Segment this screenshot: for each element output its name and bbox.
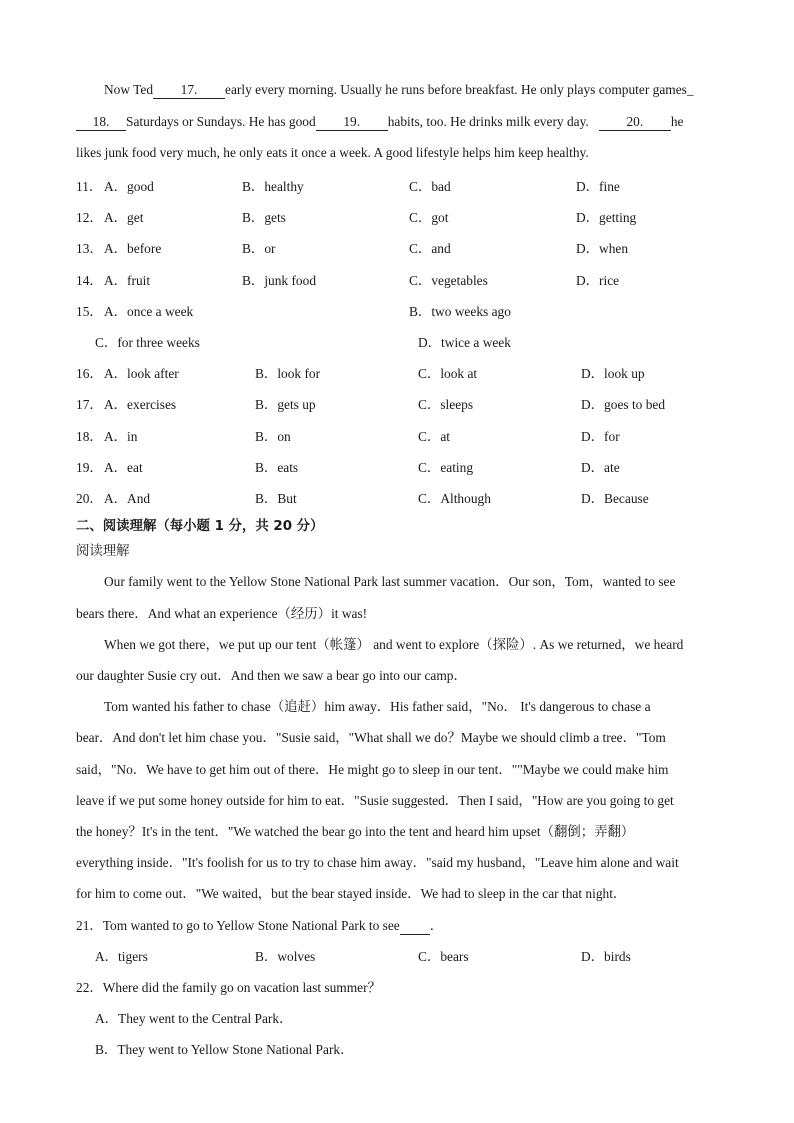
option-c: C．look at bbox=[418, 366, 478, 381]
option-c: C．eating bbox=[418, 460, 474, 475]
question-22-stem: 22．Where did the family go on vacation last summer？ bbox=[76, 980, 381, 995]
option-b: B．junk food bbox=[242, 273, 317, 288]
option-d: D．birds bbox=[581, 949, 631, 964]
question-number: 20． bbox=[76, 491, 103, 506]
option-d: D．twice a week bbox=[418, 335, 511, 350]
option-a: A．eat bbox=[104, 460, 143, 475]
question-21-stem bbox=[76, 915, 443, 935]
option-c: C．for three weeks bbox=[95, 335, 200, 350]
question-number: 11． bbox=[76, 179, 103, 194]
option-b: B．gets up bbox=[255, 397, 316, 412]
question-number: 19． bbox=[76, 460, 103, 475]
question-text: ． bbox=[429, 918, 444, 933]
option-d: D．when bbox=[576, 241, 629, 256]
answer-blank-20: 20. bbox=[599, 114, 671, 131]
option-d: D．goes to bed bbox=[581, 397, 666, 412]
option-b: B．or bbox=[242, 241, 276, 256]
passage-line: When we got there，we put up our tent（帐篷） and went to explore（探险）. As we returned，we heard bbox=[104, 637, 684, 652]
cloze-text: Now Ted bbox=[104, 82, 154, 97]
cloze-line-2 bbox=[76, 114, 683, 131]
question-number: 13． bbox=[76, 241, 103, 256]
option-d: D．Because bbox=[581, 491, 649, 506]
option-a: A．And bbox=[104, 491, 151, 506]
option-a: A．tigers bbox=[95, 949, 148, 964]
option-d: D．for bbox=[581, 429, 620, 444]
option-b: B．look for bbox=[255, 366, 321, 381]
question-number: 14． bbox=[76, 273, 103, 288]
cloze-text: _ bbox=[686, 82, 694, 97]
option-a: A．fruit bbox=[104, 273, 151, 288]
option-b: B．wolves bbox=[255, 949, 316, 964]
answer-blank-19: 19. bbox=[316, 114, 388, 131]
option-b: B．two weeks ago bbox=[409, 304, 511, 319]
option-b: B．eats bbox=[255, 460, 299, 475]
passage-line: the honey？It's in the tent．"We watched the bear go into the tent and heard him upset（翻倒；弄翻） bbox=[76, 824, 635, 839]
question-text: 21．Tom wanted to go to Yellow Stone National Park to see bbox=[76, 918, 400, 933]
option-c: C．Although bbox=[418, 491, 491, 506]
option-a: A．look after bbox=[104, 366, 179, 381]
cloze-text: Saturdays or Sundays. He has good bbox=[126, 114, 316, 129]
option-a: A．in bbox=[104, 429, 138, 444]
option-a: A．once a week bbox=[104, 304, 194, 319]
option-b: B．on bbox=[255, 429, 291, 444]
option-c: C．at bbox=[418, 429, 450, 444]
option-c: C．vegetables bbox=[409, 273, 488, 288]
cloze-text: early every morning. Usually he runs before breakfast. He only plays computer games bbox=[225, 82, 687, 97]
passage-line: for him to come out．"We waited，but the bear stayed inside．We had to sleep in the car that night． bbox=[76, 886, 627, 901]
option-d: D．look up bbox=[581, 366, 645, 381]
question-number: 17． bbox=[76, 397, 103, 412]
option-b: B．They went to Yellow Stone National Park． bbox=[95, 1042, 354, 1057]
option-b: B．gets bbox=[242, 210, 286, 225]
passage-line: Our family went to the Yellow Stone National Park last summer vacation．Our son，Tom，wanted to see bbox=[104, 574, 676, 589]
passage-line: bears there．And what an experience（经历）it was! bbox=[76, 606, 368, 621]
option-a: A．They went to the Central Park． bbox=[95, 1011, 293, 1026]
question-number: 16． bbox=[76, 366, 103, 381]
option-c: C．bears bbox=[418, 949, 469, 964]
option-d: D．getting bbox=[576, 210, 637, 225]
option-b: B．healthy bbox=[242, 179, 304, 194]
cloze-line-1 bbox=[104, 82, 694, 99]
option-d: D．fine bbox=[576, 179, 620, 194]
option-c: C．sleeps bbox=[418, 397, 474, 412]
option-c: C．got bbox=[409, 210, 449, 225]
passage-line: bear．And don't let him chase you．"Susie said，"What shall we do？Maybe we should climb a tree．"Tom bbox=[76, 730, 666, 745]
answer-blank-21 bbox=[400, 918, 430, 935]
passage-line: everything inside．"It's foolish for us to try to chase him away．"said my husband，"Leave him alone and wait bbox=[76, 855, 679, 870]
option-a: A．good bbox=[104, 179, 154, 194]
option-a: A．before bbox=[104, 241, 162, 256]
cloze-line-3: likes junk food very much, he only eats it once a week. A good lifestyle helps him keep healthy. bbox=[76, 145, 589, 160]
question-number: 18． bbox=[76, 429, 103, 444]
section-subheading: 阅读理解 bbox=[76, 544, 130, 559]
option-b: B．But bbox=[255, 491, 297, 506]
cloze-text: habits, too. He drinks milk every day. bbox=[387, 114, 589, 129]
passage-line: leave if we put some honey outside for him to eat．"Susie suggested．Then I said，"How are you going to get bbox=[76, 793, 674, 808]
answer-blank-18: 18. bbox=[76, 114, 126, 131]
option-d: D．ate bbox=[581, 460, 620, 475]
option-c: C．and bbox=[409, 241, 451, 256]
passage-line: our daughter Susie cry out．And then we saw a bear go into our camp． bbox=[76, 668, 467, 683]
question-number: 12． bbox=[76, 210, 103, 225]
question-number: 15． bbox=[76, 304, 103, 319]
section-heading: 二、阅读理解（每小题 1 分，共 20 分） bbox=[76, 519, 324, 534]
cloze-text: he bbox=[670, 114, 684, 129]
passage-line: Tom wanted his father to chase（追赶）him away．His father said，"No． It's dangerous to chase a bbox=[104, 699, 651, 714]
answer-blank-17: 17. bbox=[153, 82, 225, 99]
option-c: C．bad bbox=[409, 179, 451, 194]
option-a: A．exercises bbox=[104, 397, 177, 412]
option-d: D．rice bbox=[576, 273, 620, 288]
passage-line: said，"No．We have to get him out of there．He might go to sleep in our tent．""Maybe we could make him bbox=[76, 762, 669, 777]
option-a: A．get bbox=[104, 210, 144, 225]
